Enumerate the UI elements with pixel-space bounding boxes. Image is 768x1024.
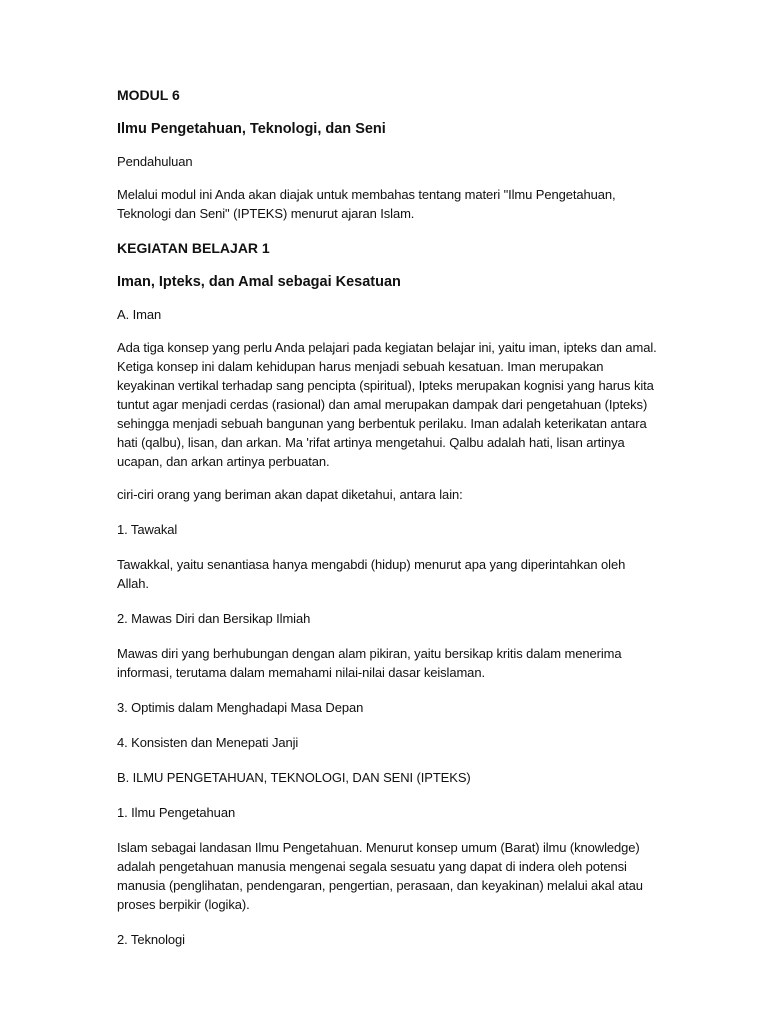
module-title: MODUL 6 [117,87,180,103]
section-a-paragraph: Ada tiga konsep yang perlu Anda pelajari pada kegiatan belajar ini, yaitu iman, ipteks dan amal. Ketiga konsep ini dalam kehidupan harus menjadi sebuah kesatuan. Iman merupakan keyakinan vertikal terhadap sang pencipta (spiritual), Ipteks merupakan kognisi yang harus kita tuntut agar menjadi cerdas (rasional) dan amal merupakan dampak dari pengetahuan (Ipteks) sehingga menjadi sebuah bangunan yang berbentuk perilaku. Iman adalah keterikatan antara hati (qalbu), lisan, dan arkan. Ma 'rifat artinya mengetahui. Qalbu adalah hati, lisan artinya ucapan, dan arkan artinya perbuatan. [117,340,657,469]
b1-heading: 1. Ilmu Pengetahuan [117,805,236,820]
trait-4-heading: 4. Konsisten dan Menepati Janji [117,735,299,750]
module-subtitle: Ilmu Pengetahuan, Teknologi, dan Seni [117,121,386,137]
section-a-heading: A. Iman [117,307,162,322]
trait-3-heading: 3. Optimis dalam Menghadapi Masa Depan [117,700,364,715]
intro-heading: Pendahuluan [117,154,193,169]
trait-1-heading: 1. Tawakal [117,522,178,537]
document-page [117,86,657,949]
activity-subtitle: Iman, Ipteks, dan Amal sebagai Kesatuan [117,274,401,290]
trait-1-paragraph: Tawakkal, yaitu senantiasa hanya mengabdi (hidup) menurut apa yang diperintahkan oleh Allah. [117,557,626,591]
trait-2-heading: 2. Mawas Diri dan Bersikap Ilmiah [117,611,311,626]
section-b-heading: B. ILMU PENGETAHUAN, TEKNOLOGI, DAN SENI (IPTEKS) [117,770,471,785]
b2-heading: 2. Teknologi [117,932,185,947]
faith-traits-intro: ciri-ciri orang yang beriman akan dapat diketahui, antara lain: [117,487,463,502]
activity-heading: KEGIATAN BELAJAR 1 [117,240,270,256]
intro-paragraph: Melalui modul ini Anda akan diajak untuk membahas tentang materi "Ilmu Pengetahuan, Teknologi dan Seni" (IPTEKS) menurut ajaran Islam. [117,187,616,221]
trait-2-paragraph: Mawas diri yang berhubungan dengan alam pikiran, yaitu bersikap kritis dalam menerima informasi, terutama dalam memahami nilai-nilai dasar keislaman. [117,646,622,680]
b1-paragraph: Islam sebagai landasan Ilmu Pengetahuan. Menurut konsep umum (Barat) ilmu (knowledge) adalah pengetahuan manusia mengenai segala sesuatu yang dapat di indera oleh potensi manusia (penglihatan, pendengaran, pengertian, perasaan, dan keyakinan) melalui akal atau proses berpikir (logika). [117,840,643,912]
